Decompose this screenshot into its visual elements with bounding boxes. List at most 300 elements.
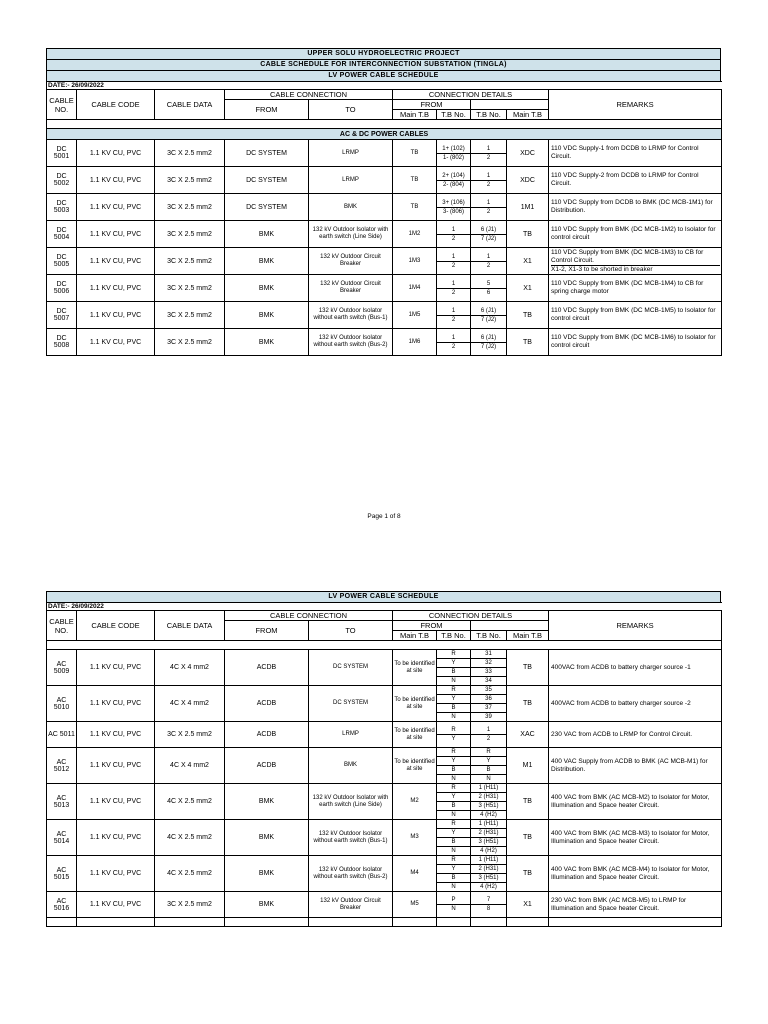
main-tb-to: TB <box>507 820 549 856</box>
terminal-value: Y <box>437 757 470 766</box>
terminal-value: N <box>451 906 456 912</box>
terminal-row <box>437 704 470 713</box>
terminal-value: 7 (J2) <box>480 316 497 323</box>
main-tb-to: XAC <box>507 722 549 748</box>
terminal-row <box>471 659 506 668</box>
table-row <box>47 748 722 784</box>
main-tb-from: To be identified at site <box>393 686 437 722</box>
connection-from: DC SYSTEM <box>225 194 309 221</box>
tb-from-list <box>437 820 470 855</box>
terminal-row <box>437 686 470 695</box>
cable-data: 4C X 2.5 mm2 <box>155 856 225 892</box>
cable-no: AC 5016 <box>47 892 77 918</box>
schedule-date: DATE:- 26/09/2022 <box>47 603 722 611</box>
table-row <box>47 892 722 918</box>
cable-schedule-table <box>46 602 722 927</box>
schedule-title: LV POWER CABLE SCHEDULE <box>46 591 721 602</box>
terminal-row <box>471 735 506 744</box>
tb-to-cell <box>471 748 507 784</box>
tb-from-list <box>437 253 470 270</box>
connection-to: 132 kV Outdoor Isolator without earth switch (Bus-1) <box>309 302 393 329</box>
main-tb-from: To be identified at site <box>393 748 437 784</box>
connection-from: BMK <box>225 892 309 918</box>
main-tb-to: X1 <box>507 892 549 918</box>
terminal-value: 4 (H2) <box>480 812 497 818</box>
terminal-value: 39 <box>485 714 492 720</box>
connection-to: 132 kV Outdoor Isolator with earth switch (Line Side) <box>309 221 393 248</box>
spacer-cell <box>507 918 549 927</box>
tb-from-cell <box>437 275 471 302</box>
spacer-cell <box>47 120 722 129</box>
connection-from: BMK <box>225 784 309 820</box>
terminal-value: R <box>471 748 506 757</box>
cable-no: DC 5004 <box>47 221 77 248</box>
remarks-cell <box>549 194 722 221</box>
terminal-row <box>437 883 470 892</box>
terminal-value: N <box>451 848 456 854</box>
terminal-value: 1 <box>437 280 470 289</box>
cable-data: 4C X 4 mm2 <box>155 748 225 784</box>
terminal-row <box>437 342 470 351</box>
tb-from-cell <box>437 650 471 686</box>
terminal-row <box>437 757 470 766</box>
terminal-row <box>437 856 470 865</box>
connection-to: DC SYSTEM <box>309 650 393 686</box>
connection-from: BMK <box>225 248 309 275</box>
tb-from-cell <box>437 892 471 918</box>
cable-code: 1.1 KV CU, PVC <box>77 275 155 302</box>
terminal-value: 1 <box>471 172 506 181</box>
terminal-value: 2 <box>451 262 456 269</box>
terminal-row <box>437 865 470 874</box>
tb-from-list <box>437 896 470 913</box>
cable-code: 1.1 KV CU, PVC <box>77 650 155 686</box>
terminal-value: Y <box>471 757 506 766</box>
page-number: Page 1 of 8 <box>367 513 401 520</box>
cable-code: 1.1 KV CU, PVC <box>77 140 155 167</box>
spacer-cell <box>47 641 722 650</box>
terminal-value: N <box>451 812 456 818</box>
terminal-value: B <box>437 874 470 883</box>
date-row <box>47 82 722 90</box>
terminal-row <box>471 905 506 914</box>
remarks-cell <box>549 221 722 248</box>
spacer-cell <box>393 918 437 927</box>
terminal-row <box>437 896 470 905</box>
connection-to: DC SYSTEM <box>309 686 393 722</box>
terminal-row <box>437 793 470 802</box>
header-tb-no-2: T.B No. <box>471 110 507 120</box>
main-tb-to: 1M1 <box>507 194 549 221</box>
remarks-cell <box>549 856 722 892</box>
cable-code: 1.1 KV CU, PVC <box>77 194 155 221</box>
terminal-value: B <box>437 704 470 713</box>
terminal-value: 1 (H11) <box>471 784 506 793</box>
terminal-value: 36 <box>471 695 506 704</box>
table-row <box>47 140 722 167</box>
table-row <box>47 820 722 856</box>
main-tb-from: TB <box>393 167 437 194</box>
cable-data: 3C X 2.5 mm2 <box>155 248 225 275</box>
connection-to: 132 kV Outdoor Isolator without earth switch (Bus-2) <box>309 856 393 892</box>
table-row <box>47 329 722 356</box>
cable-data: 3C X 2.5 mm2 <box>155 722 225 748</box>
terminal-row <box>471 713 506 722</box>
terminal-row <box>437 145 470 154</box>
cable-code: 1.1 KV CU, PVC <box>77 722 155 748</box>
cable-data: 4C X 4 mm2 <box>155 650 225 686</box>
tb-from-list <box>437 856 470 891</box>
terminal-value: N <box>451 678 456 684</box>
terminal-value: 6 (J1) <box>471 307 506 316</box>
tb-from-list <box>437 726 470 743</box>
remark-line: 110 VDC Supply from BMK (DC MCB-1M5) to Isolator for control circuit <box>551 307 716 322</box>
terminal-row <box>437 334 470 343</box>
terminal-row <box>471 253 506 262</box>
terminal-row <box>471 334 506 343</box>
cable-code: 1.1 KV CU, PVC <box>77 820 155 856</box>
terminal-value: 3 (H51) <box>471 802 506 811</box>
header-cable-no: CABLE NO. <box>47 90 77 120</box>
cable-data: 3C X 2.5 mm2 <box>155 302 225 329</box>
remarks-cell <box>549 248 722 275</box>
main-tb-to: X1 <box>507 248 549 275</box>
remark-line: 400 VAC from BMK (AC MCB-M3) to Isolator for Motor, Illumination and Space heater Circuit. <box>551 829 710 845</box>
spacer-cell <box>77 918 155 927</box>
cable-no: AC 5010 <box>47 686 77 722</box>
terminal-row <box>471 288 506 297</box>
date-row <box>47 603 722 611</box>
tb-to-list <box>471 280 506 297</box>
tb-to-cell <box>471 722 507 748</box>
header-connection-details: CONNECTION DETAILS <box>393 90 549 100</box>
terminal-value: 7 (J2) <box>480 343 497 350</box>
remarks-cell <box>549 140 722 167</box>
terminal-row <box>471 686 506 695</box>
cable-no: AC 5013 <box>47 784 77 820</box>
terminal-row <box>437 207 470 216</box>
header-cd-from: FROM <box>393 100 471 110</box>
terminal-value: 2 (H31) <box>471 865 506 874</box>
spacer-cell <box>309 918 393 927</box>
terminal-row <box>437 726 470 735</box>
connection-from: DC SYSTEM <box>225 167 309 194</box>
cable-no: AC 5009 <box>47 650 77 686</box>
terminal-value: 3 (H51) <box>471 874 506 883</box>
terminal-row <box>437 199 470 208</box>
spacer-row <box>47 120 722 129</box>
main-tb-to: XDC <box>507 167 549 194</box>
terminal-value: Y <box>437 829 470 838</box>
tb-from-list <box>437 784 470 819</box>
tb-from-cell <box>437 248 471 275</box>
terminal-row <box>437 288 470 297</box>
tb-from-cell <box>437 820 471 856</box>
header-blank <box>471 100 549 110</box>
terminal-row <box>471 677 506 686</box>
main-tb-to: X1 <box>507 275 549 302</box>
remarks-cell <box>549 167 722 194</box>
cable-data: 4C X 4 mm2 <box>155 686 225 722</box>
schedule-subtitle: CABLE SCHEDULE FOR INTERCONNECTION SUBSTATION (TINGLA) <box>46 59 721 70</box>
cable-data: 3C X 2.5 mm2 <box>155 329 225 356</box>
connection-to: 132 kV Outdoor Isolator with earth switch (Line Side) <box>309 784 393 820</box>
terminal-row <box>471 342 506 351</box>
terminal-value: 7 <box>471 896 506 905</box>
terminal-value: P <box>437 896 470 905</box>
main-tb-from: 1M4 <box>393 275 437 302</box>
remarks-cell <box>549 748 722 784</box>
terminal-row <box>437 659 470 668</box>
terminal-row <box>471 261 506 270</box>
tb-to-cell <box>471 650 507 686</box>
remark-line: 110 VDC Supply from DCDB to BMK (DC MCB-1M1) for Distribution. <box>551 199 713 214</box>
tb-to-list <box>471 307 506 324</box>
remarks-cell <box>549 686 722 722</box>
terminal-row <box>437 280 470 289</box>
tb-to-list <box>471 896 506 913</box>
main-tb-from: 1M2 <box>393 221 437 248</box>
terminal-value: 2 <box>486 208 491 215</box>
table-row <box>47 686 722 722</box>
tb-to-list <box>471 145 506 162</box>
table-row <box>47 221 722 248</box>
terminal-row <box>471 234 506 243</box>
main-tb-from: M3 <box>393 820 437 856</box>
tb-from-cell <box>437 140 471 167</box>
tb-from-list <box>437 650 470 685</box>
terminal-row <box>471 315 506 324</box>
terminal-value: 1 <box>437 334 470 343</box>
terminal-row <box>471 820 506 829</box>
table-row <box>47 722 722 748</box>
terminal-row <box>471 668 506 677</box>
connection-from: BMK <box>225 275 309 302</box>
terminal-row <box>437 775 470 784</box>
header-cd-from: FROM <box>393 621 471 631</box>
table-row <box>47 302 722 329</box>
remarks-cell <box>549 892 722 918</box>
tb-from-cell <box>437 686 471 722</box>
remark-line: 230 VAC from ACDB to LRMP for Control Circuit. <box>551 730 693 738</box>
main-tb-to: M1 <box>507 748 549 784</box>
schedule-title: LV POWER CABLE SCHEDULE <box>46 70 721 81</box>
terminal-row <box>471 726 506 735</box>
tb-from-list <box>437 280 470 297</box>
header-tb-no: T.B No. <box>437 631 471 641</box>
remark-line: 400VAC from ACDB to battery charger source -2 <box>551 699 691 707</box>
remark-line: 110 VDC Supply from BMK (DC MCB-1M4) to CB for spring charge motor <box>551 280 704 295</box>
connection-from: BMK <box>225 856 309 892</box>
terminal-value: 31 <box>471 650 506 659</box>
terminal-value: R <box>437 748 470 757</box>
terminal-value: N <box>451 776 456 782</box>
tb-to-cell <box>471 329 507 356</box>
header-cable-code: CABLE CODE <box>77 611 155 641</box>
remarks-cell <box>549 820 722 856</box>
cable-code: 1.1 KV CU, PVC <box>77 221 155 248</box>
connection-from: DC SYSTEM <box>225 140 309 167</box>
table-row <box>47 194 722 221</box>
header-row <box>47 611 722 621</box>
terminal-row <box>437 307 470 316</box>
tb-to-cell <box>471 140 507 167</box>
header-cable-data: CABLE DATA <box>155 90 225 120</box>
table-row <box>47 650 722 686</box>
tb-to-list <box>471 726 506 743</box>
connection-from: ACDB <box>225 650 309 686</box>
terminal-row <box>437 820 470 829</box>
terminal-value: 2 <box>451 289 456 296</box>
remark-line: 110 VDC Supply from BMK (DC MCB-1M3) to CB for Control Circuit. <box>551 248 704 264</box>
terminal-value: 6 (J1) <box>471 226 506 235</box>
tb-to-cell <box>471 302 507 329</box>
remark-line: 110 VDC Supply from BMK (DC MCB-1M6) to Isolator for control circuit <box>551 334 716 349</box>
terminal-value: Y <box>437 659 470 668</box>
table-row <box>47 784 722 820</box>
table-row <box>47 275 722 302</box>
cable-no: AC 5012 <box>47 748 77 784</box>
terminal-value: 2 <box>486 262 491 269</box>
terminal-row <box>437 713 470 722</box>
terminal-row <box>437 253 470 262</box>
terminal-value: R <box>437 686 470 695</box>
terminal-row <box>437 838 470 847</box>
header-from: FROM <box>225 621 309 641</box>
header-cable-code: CABLE CODE <box>77 90 155 120</box>
remark-line: 400 VAC from BMK (AC MCB-M4) to Isolator for Motor, Illumination and Space heater Circuit. <box>551 865 710 881</box>
terminal-value: Y <box>437 695 470 704</box>
terminal-value: 1 <box>471 199 506 208</box>
table-row <box>47 248 722 275</box>
main-tb-from: 1M6 <box>393 329 437 356</box>
connection-to: 132 kV Outdoor Circuit Breaker <box>309 892 393 918</box>
connection-from: BMK <box>225 820 309 856</box>
terminal-row <box>471 775 506 784</box>
terminal-value: R <box>437 726 470 735</box>
terminal-row <box>437 829 470 838</box>
terminal-row <box>471 180 506 189</box>
terminal-row <box>471 172 506 181</box>
terminal-row <box>471 226 506 235</box>
tb-to-cell <box>471 686 507 722</box>
terminal-row <box>437 784 470 793</box>
tb-to-list <box>471 686 506 721</box>
terminal-row <box>437 261 470 270</box>
terminal-value: Y <box>451 736 456 742</box>
terminal-row <box>471 829 506 838</box>
main-tb-from: 1M5 <box>393 302 437 329</box>
tb-from-cell <box>437 748 471 784</box>
tb-from-cell <box>437 302 471 329</box>
main-tb-to: TB <box>507 302 549 329</box>
terminal-value: 6 (J1) <box>471 334 506 343</box>
terminal-row <box>437 735 470 744</box>
terminal-value: 3+ (106) <box>437 199 470 208</box>
terminal-value: 1 <box>437 226 470 235</box>
terminal-value: 34 <box>485 678 492 684</box>
tb-from-cell <box>437 722 471 748</box>
cable-no: DC 5008 <box>47 329 77 356</box>
terminal-value: 2 <box>486 154 491 161</box>
terminal-row <box>471 793 506 802</box>
spacer-row <box>47 918 722 927</box>
cable-no: DC 5001 <box>47 140 77 167</box>
terminal-row <box>471 838 506 847</box>
remarks-cell <box>549 722 722 748</box>
terminal-value: 5 <box>471 280 506 289</box>
cable-no: DC 5005 <box>47 248 77 275</box>
terminal-row <box>437 811 470 820</box>
cable-no: AC 5015 <box>47 856 77 892</box>
terminal-row <box>471 874 506 883</box>
terminal-value: 1 <box>437 253 470 262</box>
header-main-tb-2: Main T.B <box>507 110 549 120</box>
terminal-row <box>471 307 506 316</box>
terminal-row <box>437 847 470 856</box>
tb-to-list <box>471 199 506 216</box>
header-cable-connection: CABLE CONNECTION <box>225 611 393 621</box>
tb-to-list <box>471 650 506 685</box>
tb-to-cell <box>471 892 507 918</box>
remarks-cell <box>549 784 722 820</box>
spacer-cell <box>549 918 722 927</box>
terminal-row <box>471 865 506 874</box>
connection-to: 132 kV Outdoor Circuit Breaker <box>309 275 393 302</box>
header-remarks: REMARKS <box>549 611 722 641</box>
terminal-value: R <box>437 820 470 829</box>
tb-to-cell <box>471 820 507 856</box>
header-cable-data: CABLE DATA <box>155 611 225 641</box>
terminal-row <box>437 180 470 189</box>
terminal-value: 1 (H11) <box>471 820 506 829</box>
cable-data: 3C X 2.5 mm2 <box>155 167 225 194</box>
tb-from-list <box>437 226 470 243</box>
header-from: FROM <box>225 100 309 120</box>
header-cable-no: CABLE NO. <box>47 611 77 641</box>
terminal-value: 4 (H2) <box>480 884 497 890</box>
tb-to-cell <box>471 221 507 248</box>
category-label: AC & DC POWER CABLES <box>47 129 722 140</box>
cable-data: 4C X 2.5 mm2 <box>155 820 225 856</box>
spacer-cell <box>225 918 309 927</box>
terminal-row <box>471 199 506 208</box>
tb-to-cell <box>471 248 507 275</box>
cable-code: 1.1 KV CU, PVC <box>77 856 155 892</box>
cable-code: 1.1 KV CU, PVC <box>77 329 155 356</box>
table-row <box>47 856 722 892</box>
header-main-tb-2: Main T.B <box>507 631 549 641</box>
cable-no: DC 5003 <box>47 194 77 221</box>
terminal-row <box>471 856 506 865</box>
main-tb-to: TB <box>507 784 549 820</box>
tb-to-list <box>471 820 506 855</box>
terminal-value: B <box>437 802 470 811</box>
main-tb-from: M5 <box>393 892 437 918</box>
terminal-value: 2 <box>451 343 456 350</box>
terminal-row <box>437 172 470 181</box>
terminal-row <box>471 883 506 892</box>
tb-to-list <box>471 226 506 243</box>
terminal-value: 2 <box>451 235 456 242</box>
cable-data: 3C X 2.5 mm2 <box>155 194 225 221</box>
remark-line: 110 VDC Supply from BMK (DC MCB-1M2) to Isolator for control circuit <box>551 226 716 241</box>
connection-from: BMK <box>225 221 309 248</box>
table-row <box>47 167 722 194</box>
tb-from-list <box>437 172 470 189</box>
cable-code: 1.1 KV CU, PVC <box>77 167 155 194</box>
tb-from-cell <box>437 856 471 892</box>
